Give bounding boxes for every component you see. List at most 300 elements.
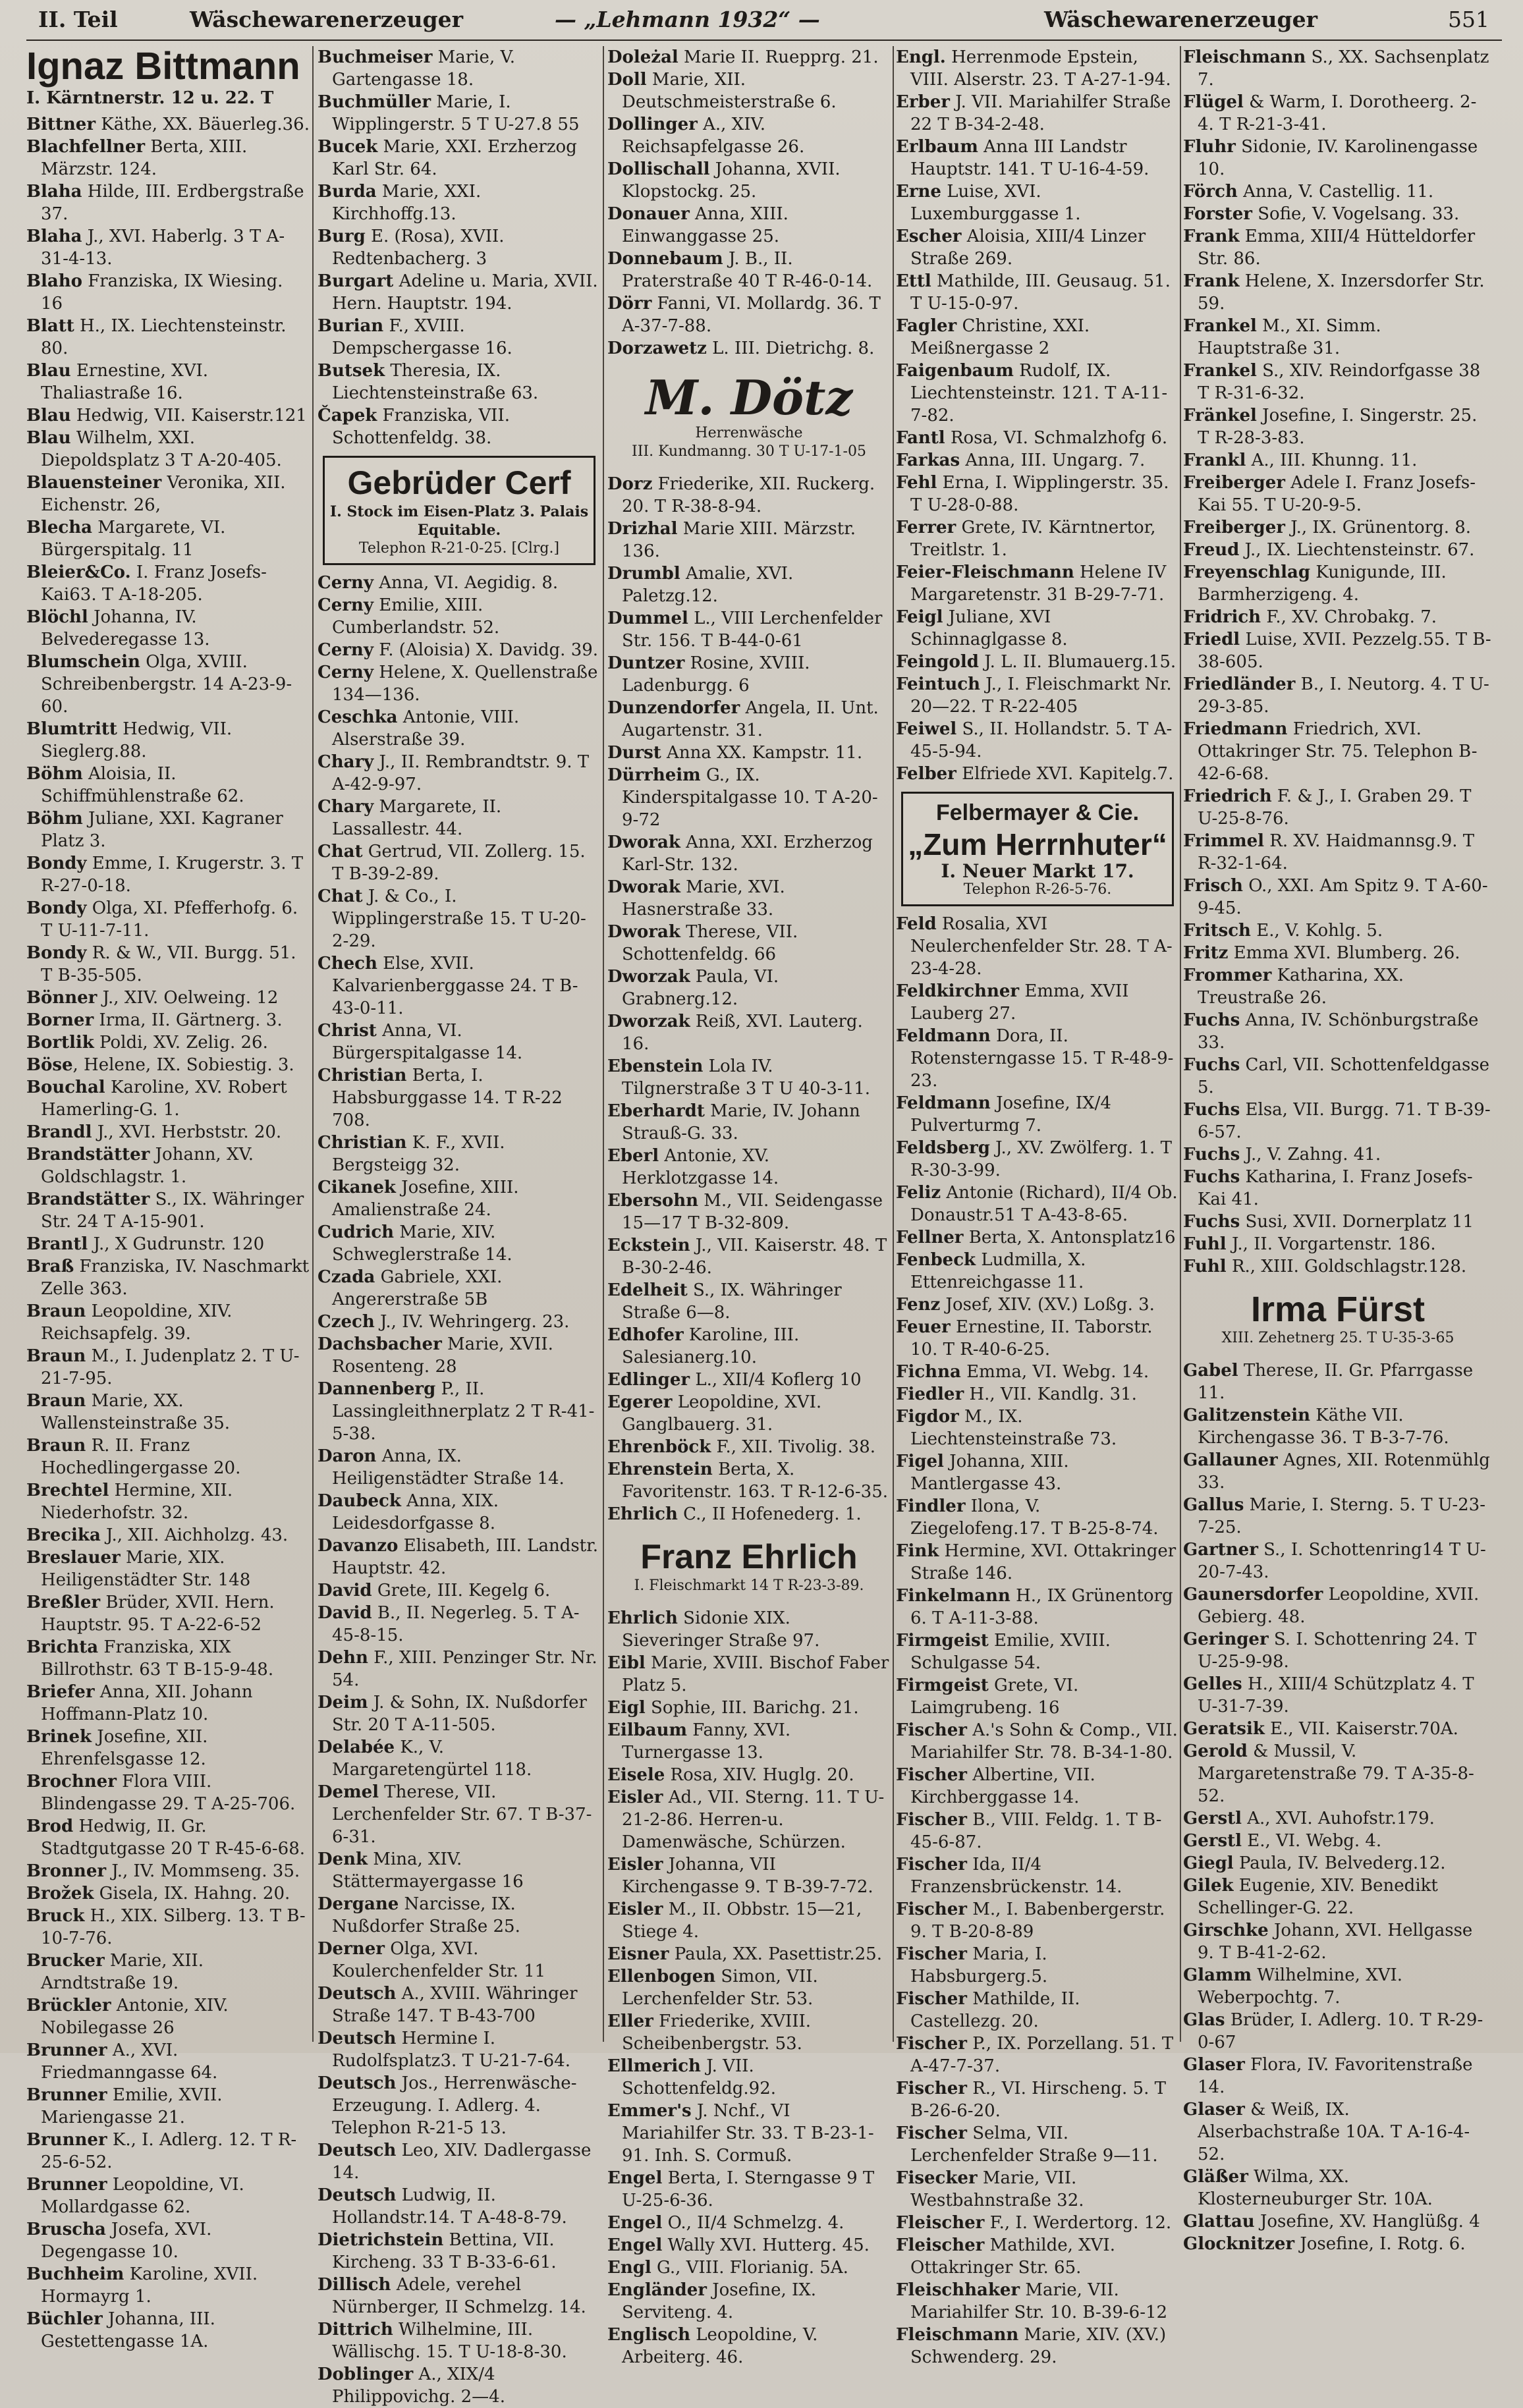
directory-entry: Fiedler H., VII. Kandlg. 31. xyxy=(896,1384,1137,1404)
entry-surname: Ellenbogen xyxy=(607,1967,716,1986)
entry-surname: Fischer xyxy=(896,1810,967,1830)
directory-entry: Frisch O., XXI. Am Spitz 9. T A-60-9-45. xyxy=(1183,876,1488,918)
directory-entry: Fellner Berta, X. Antonsplatz16 xyxy=(896,1228,1176,1247)
directory-entry: Engel Berta, I. Sterngasse 9 T U-25-6-36. xyxy=(607,2168,875,2210)
directory-entry: Blumschein Olga, XVIII. Schreibenbergstr. 14 A-23-9-60. xyxy=(26,652,292,717)
directory-entry: Dachsbacher Marie, XVII. Rosenteng. 28 xyxy=(318,1334,553,1377)
entry-surname: Ellmerich xyxy=(607,2056,701,2076)
entry-surname: Eisler xyxy=(607,1788,663,1807)
entry-surname: Fenbeck xyxy=(896,1250,976,1270)
directory-entry: Deutsch Jos., Herrenwäsche-Erzeugung. I. Adlerg. 4. Telephon R-21-5 13. xyxy=(318,2073,577,2138)
directory-entry: Brecika J., XII. Aichholzg. 43. xyxy=(26,1525,289,1545)
directory-entry: Engl G., VIII. Florianig. 5A. xyxy=(607,2258,848,2278)
entry-surname: Dummel xyxy=(607,609,688,628)
entry-surname: Czech xyxy=(318,1312,375,1332)
entry-surname: Denk xyxy=(318,1849,368,1869)
directory-entry: Frank Emma, XIII/4 Hütteldorfer Str. 86. xyxy=(1183,227,1476,269)
directory-entry: Feigl Juliane, XVI Schinnaglgasse 8. xyxy=(896,607,1068,649)
directory-entry: Ehrenböck F., XII. Tivolig. 38. xyxy=(607,1437,876,1457)
entry-surname: Derner xyxy=(318,1939,385,1959)
directory-entry: Giegl Paula, IV. Belvederg.12. xyxy=(1183,1853,1446,1873)
entry-surname: Bruscha xyxy=(26,2220,106,2239)
directory-entry: Drumbl Amalie, XVI. Paletzg.12. xyxy=(607,564,794,606)
directory-entry: Englisch Leopoldine, V. Arbeiterg. 46. xyxy=(607,2325,818,2367)
entry-surname: Brunner xyxy=(26,2130,107,2150)
entry-surname: Doleżal xyxy=(607,47,678,67)
directory-entry: Eckstein J., VII. Kaiserstr. 48. T B-30-2-46. xyxy=(607,1236,887,1278)
entry-surname: Engl. xyxy=(896,47,946,67)
directory-entry: Bleier&Co. I. Franz Josefs-Kai63. T A-18-205. xyxy=(26,562,267,605)
directory-entry: Eberhardt Marie, IV. Johann Strauß-G. 33. xyxy=(607,1101,860,1143)
entry-surname: Cerny xyxy=(318,595,374,615)
entry-surname: Feingold xyxy=(896,652,979,672)
entry-surname: Dittrich xyxy=(318,2320,393,2340)
entry-surname: Glaser xyxy=(1183,2055,1245,2075)
directory-entry: Bittner Käthe, XX. Bäuerleg.36. xyxy=(26,115,310,134)
entry-surname: Brecika xyxy=(26,1525,101,1545)
advert-doetz xyxy=(613,366,885,466)
directory-entry: Briefer Anna, XII. Johann Hoffmann-Platz 10. xyxy=(26,1682,253,1724)
entry-surname: Breslauer xyxy=(26,1548,121,1568)
entry-surname: Čapek xyxy=(318,406,377,425)
advert-phone: Telephon R-26-5-76. xyxy=(963,881,1112,898)
directory-entry: Dillisch Adele, verehel Nürnberger, II Schmelzg. 14. xyxy=(318,2275,586,2317)
directory-entry: Fischer R., VI. Hirscheng. 5. T B-26-6-20. xyxy=(896,2079,1166,2121)
entry-surname: Fuchs xyxy=(1183,1212,1240,1232)
directory-entry: Dworzak Reiß, XVI. Lauterg. 16. xyxy=(607,1012,863,1054)
entry-surname: Friedländer xyxy=(1183,674,1296,694)
directory-entry: David Grete, III. Kegelg 6. xyxy=(318,1581,551,1601)
directory-entry: Gallus Marie, I. Sterng. 5. T U-23-7-25. xyxy=(1183,1495,1485,1537)
directory-entry: Gläßer Wilma, XX. Klosterneuburger Str. 10A. xyxy=(1183,2167,1433,2209)
directory-entry: Feuer Ernestine, II. Taborstr. 10. T R-40-6-25. xyxy=(896,1317,1153,1359)
directory-entry: Derner Olga, XVI. Koulerchenfelder Str. 11 xyxy=(318,1939,546,1981)
entry-surname: Glattau xyxy=(1183,2212,1255,2231)
directory-entry: Burg E. (Rosa), XVII. Redtenbacherg. 3 xyxy=(318,227,505,269)
directory-entry: Dunzendorfer Angela, II. Unt. Augartenstr. 31. xyxy=(607,698,879,740)
directory-entry: Buchmüller Marie, I. Wipplingerstr. 5 T U-27.8 55 xyxy=(318,92,580,134)
directory-entry: Fischer Selma, VII. Lerchenfelder Straße 9—11. xyxy=(896,2123,1158,2166)
entry-surname: Eigl xyxy=(607,1698,646,1718)
directory-entry: Brunner Emilie, XVII. Mariengasse 21. xyxy=(26,2085,223,2127)
directory-entry: Gelles H., XIII/4 Schützplatz 4. T U-31-7-39. xyxy=(1183,1674,1474,1716)
directory-entry: Denk Mina, XIV. Stättermayergasse 16 xyxy=(318,1849,524,1892)
directory-entry: Dietrichstein Bettina, VII. Kircheng. 33 T B-33-6-61. xyxy=(318,2230,557,2272)
entry-surname: Fuhl xyxy=(1183,1257,1227,1276)
directory-entry: Eisler Ad., VII. Sterng. 11. T U-21-2-86. Herren-u. Damenwäsche, Schürzen. xyxy=(607,1788,885,1852)
entry-surname: Bönner xyxy=(26,988,97,1008)
entry-surname: Durst xyxy=(607,743,661,763)
entry-surname: Glaser xyxy=(1183,2100,1245,2120)
entry-surname: Chat xyxy=(318,887,363,906)
entry-surname: Fiedler xyxy=(896,1384,964,1404)
directory-entry: Ferrer Grete, IV. Kärntnertor, Treitlstr. 1. xyxy=(896,518,1156,560)
entry-surname: Brunner xyxy=(26,2040,107,2060)
entry-surname: Fluhr xyxy=(1183,137,1236,157)
category-right: Wäschewarenerzeuger xyxy=(1044,7,1317,32)
directory-entry: Escher Aloisia, XIII/4 Linzer Straße 269. xyxy=(896,227,1146,269)
entry-surname: Edelheit xyxy=(607,1280,688,1300)
entry-surname: Cerny xyxy=(318,573,374,593)
directory-entry: Cerny Emilie, XIII. Cumberlandstr. 52. xyxy=(318,595,500,638)
entry-surname: Ebersohn xyxy=(607,1191,699,1211)
directory-entry: Ebersohn M., VII. Seidengasse 15—17 T B-32-809. xyxy=(607,1191,883,1233)
entry-list xyxy=(1183,46,1493,1278)
entry-surname: Freiberger xyxy=(1183,518,1285,537)
column-4 xyxy=(896,46,1179,2367)
directory-entry: Friedländer B., I. Neutorg. 4. T U-29-3-85. xyxy=(1183,674,1489,717)
entry-surname: Brod xyxy=(26,1817,74,1836)
directory-entry: Blaha J., XVI. Haberlg. 3 T A-31-4-13. xyxy=(26,227,285,269)
directory-entry: Gabel Therese, II. Gr. Pfarrgasse 11. xyxy=(1183,1361,1474,1403)
directory-entry: Firmgeist Emilie, XVIII. Schulgasse 54. xyxy=(896,1631,1111,1673)
entry-surname: Feigl xyxy=(896,607,943,627)
entry-surname: Förch xyxy=(1183,182,1238,202)
directory-entry: Firmgeist Grete, VI. Laimgrubeng. 16 xyxy=(896,1676,1079,1718)
directory-entry: Fuchs Elsa, VII. Burgg. 71. T B-39-6-57. xyxy=(1183,1100,1491,1142)
directory-entry: Brantl J., X Gudrunstr. 120 xyxy=(26,1234,265,1254)
entry-surname: Feier-Fleischmann xyxy=(896,562,1074,582)
directory-entry: Dorz Friederike, XII. Ruckerg. 20. T R-38-8-94. xyxy=(607,474,875,516)
directory-entry: Flügel & Warm, I. Dorotheerg. 2-4. T R-21-3-41. xyxy=(1183,92,1477,134)
entry-surname: Bruck xyxy=(26,1906,85,1926)
directory-entry: Brunner A., XVI. Friedmanngasse 64. xyxy=(26,2040,218,2083)
entry-surname: Galitzenstein xyxy=(1183,1406,1310,1425)
entry-surname: Engel xyxy=(607,2213,663,2233)
entry-surname: Frommer xyxy=(1183,966,1272,985)
directory-entry: Glas Brüder, I. Adlerg. 10. T R-29-0-67 xyxy=(1183,2010,1483,2052)
entry-surname: Ehrlich xyxy=(607,1608,678,1628)
advert-shop-name: „Zum Herrnhuter“ xyxy=(908,827,1167,862)
entry-surname: Cerny xyxy=(318,640,374,660)
entry-surname: Feldkirchner xyxy=(896,981,1020,1001)
entry-surname: Burian xyxy=(318,316,384,336)
directory-entry: Eller Friederike, XVIII. Scheibenbergstr. 53. xyxy=(607,2011,812,2054)
entry-surname: Escher xyxy=(896,227,962,246)
entry-surname: Eller xyxy=(607,2011,653,2031)
directory-entry: Buchmeiser Marie, V. Gartengasse 18. xyxy=(318,47,515,90)
entry-surname: Dürrheim xyxy=(607,765,701,785)
directory-entry: Büchler Johanna, III. Gestettengasse 1A. xyxy=(26,2309,215,2351)
entry-surname: Brandstätter xyxy=(26,1145,150,1164)
entry-surname: Gilek xyxy=(1183,1876,1234,1896)
entry-surname: Fischer xyxy=(896,1944,967,1964)
directory-entry: Freud J., IX. Liechtensteinstr. 67. xyxy=(1183,540,1475,560)
entry-surname: Blau xyxy=(26,406,71,425)
directory-entry: Engl. Herrenmode Epstein, VIII. Alserstr. 23. T A-27-1-94. xyxy=(896,47,1171,90)
entry-surname: Donnebaum xyxy=(607,249,723,269)
running-header xyxy=(0,0,1523,41)
directory-entry: Feldkirchner Emma, XVII Lauberg 27. xyxy=(896,981,1129,1024)
advert-name: M. Dötz xyxy=(645,369,853,425)
entry-surname: Burg xyxy=(318,227,366,246)
entry-surname: Eberhardt xyxy=(607,1101,705,1121)
directory-entry: Emmer's J. Nchf., VI Mariahilfer Str. 33. T B-23-1-91. Inh. S. Cormuß. xyxy=(607,2101,874,2166)
advert-address: I. Fleischmarkt 14 T R-23-3-89. xyxy=(634,1577,864,1594)
directory-entry: Fleischer Mathilde, XVI. Ottakringer Str. 65. xyxy=(896,2235,1115,2278)
directory-entry: Brucker Marie, XII. Arndtstraße 19. xyxy=(26,1951,204,1993)
entry-surname: Blöchl xyxy=(26,607,88,627)
entry-surname: Bittner xyxy=(26,115,96,134)
directory-entry: Eisler M., II. Obbstr. 15—21, Stiege 4. xyxy=(607,1900,862,1942)
directory-entry: Brandstätter S., IX. Währinger Str. 24 T A-15-901. xyxy=(26,1190,304,1232)
directory-entry: Chat Gertrud, VII. Zollerg. 15. T B-39-2-89. xyxy=(318,842,586,884)
directory-entry: Braun Marie, XX. Wallensteinstraße 35. xyxy=(26,1391,231,1433)
entry-surname: Blumtritt xyxy=(26,719,117,739)
entry-surname: Donauer xyxy=(607,204,690,224)
directory-entry: Eigl Sophie, III. Barichg. 21. xyxy=(607,1698,859,1718)
directory-entry: Braun Leopoldine, XIV. Reichsapfelg. 39. xyxy=(26,1301,233,1344)
directory-entry: Gerstl E., VI. Webg. 4. xyxy=(1183,1831,1382,1851)
directory-entry: Donnebaum J. B., II. Praterstraße 40 T R-46-0-14. xyxy=(607,249,873,291)
entry-surname: Brunner xyxy=(26,2085,107,2105)
entry-surname: Burda xyxy=(318,182,377,202)
entry-surname: Frankl xyxy=(1183,451,1246,470)
directory-entry: Brichta Franziska, XIX Billrothstr. 63 T B-15-9-48. xyxy=(26,1637,274,1680)
entry-surname: Doblinger xyxy=(318,2365,414,2384)
directory-entry: Fischer Mathilde, II. Castellezg. 20. xyxy=(896,1989,1080,2031)
entry-surname: Gartner xyxy=(1183,1540,1258,1560)
directory-entry: Bucek Marie, XXI. Erzherzog Karl Str. 64. xyxy=(318,137,577,179)
directory-entry: Fränkel Josefine, I. Singerstr. 25. T R-28-3-83. xyxy=(1183,406,1478,448)
entry-surname: Dorzawetz xyxy=(607,339,707,358)
directory-entry: Frank Helene, X. Inzersdorfer Str. 59. xyxy=(1183,271,1485,314)
directory-entry: Figel Johanna, XIII. Mantlergasse 43. xyxy=(896,1452,1069,1494)
directory-entry: Dannenberg P., II. Lassingleithnerplatz 2 T R-41-5-38. xyxy=(318,1379,595,1444)
directory-entry: Forster Sofie, V. Vogelsang. 33. xyxy=(1183,204,1460,224)
entry-surname: Fischer xyxy=(896,1855,967,1874)
directory-entry: Daron Anna, IX. Heiligenstädter Straße 14. xyxy=(318,1446,565,1489)
entry-surname: Brožek xyxy=(26,1884,94,1903)
advert-felbermayer xyxy=(901,792,1174,906)
directory-entry: Frimmel R. XV. Haidmannsg.9. T R-32-1-64. xyxy=(1183,831,1475,873)
directory-entry: Deutsch Hermine I. Rudolfsplatz3. T U-21-7-64. xyxy=(318,2029,570,2071)
directory-entry: Cerny Anna, VI. Aegidig. 8. xyxy=(318,573,559,593)
entry-surname: Ebenstein xyxy=(607,1056,704,1076)
entry-surname: Fischer xyxy=(896,1989,967,2009)
entry-list xyxy=(607,46,891,360)
directory-entry: Cerny F. (Aloisia) X. Davidg. 39. xyxy=(318,640,599,660)
directory-entry: Burgart Adeline u. Maria, XVII. Hern. Hauptstr. 194. xyxy=(318,271,598,314)
entry-surname: Doll xyxy=(607,70,647,90)
entry-surname: Brechtel xyxy=(26,1481,109,1500)
entry-surname: Fuchs xyxy=(1183,1167,1240,1187)
directory-entry: Gartner S., I. Schottenring14 T U-20-7-43. xyxy=(1183,1540,1486,1582)
entry-surname: Demel xyxy=(318,1782,379,1802)
column-divider xyxy=(312,46,314,2042)
directory-entry: Dollinger A., XIV. Reichsapfelgasse 26. xyxy=(607,115,805,157)
entry-surname: Brinek xyxy=(26,1727,92,1747)
directory-entry: Burian F., XVIII. Dempschergasse 16. xyxy=(318,316,512,358)
directory-entry: Blau Ernestine, XVI. Thaliastraße 16. xyxy=(26,361,209,403)
entry-surname: Blau xyxy=(26,361,71,381)
advert-address: I. Kärntnerstr. 12 u. 22. T xyxy=(26,88,274,108)
directory-entry: Egerer Leopoldine, XVI. Ganglbauerg. 31. xyxy=(607,1392,822,1435)
column-divider xyxy=(603,46,604,2042)
advert-name: Irma Fürst xyxy=(1250,1290,1426,1329)
directory-entry: Feliz Antonie (Richard), II/4 Ob. Donaustr.51 T A-43-8-65. xyxy=(896,1183,1178,1225)
entry-surname: Dollischall xyxy=(607,159,710,179)
entry-surname: Erber xyxy=(896,92,950,112)
entry-surname: Felber xyxy=(896,764,956,784)
advert-bittmann xyxy=(26,46,310,109)
entry-surname: Fischer xyxy=(896,2079,967,2098)
directory-entry: Duntzer Rosine, XVIII. Ladenburgg. 6 xyxy=(607,653,810,696)
entry-surname: Brochner xyxy=(26,1772,117,1792)
directory-entry: Fischer M., I. Babenbergerstr. 9. T B-20-8-89 xyxy=(896,1900,1165,1942)
entry-surname: Gerold xyxy=(1183,1741,1248,1761)
entry-surname: Geratsik xyxy=(1183,1719,1265,1739)
entry-surname: Friedmann xyxy=(1183,719,1288,739)
directory-entry: Doleżal Marie II. Ruepprg. 21. xyxy=(607,47,879,67)
advert-phone: Telephon R-21-0-25. [Clrg.] xyxy=(358,540,560,557)
directory-entry: Fischer A.'s Sohn & Comp., VII. Mariahilfer Str. 78. B-34-1-80. xyxy=(896,1720,1178,1763)
directory-entry: Fluhr Sidonie, IV. Karolinengasse 10. xyxy=(1183,137,1478,179)
entry-surname: Engländer xyxy=(607,2280,707,2300)
entry-surname: Davanzo xyxy=(318,1536,399,1556)
directory-entry: Friedmann Friedrich, XVI. Ottakringer Str. 75. Telephon B-42-6-68. xyxy=(1183,719,1478,784)
entry-surname: Ehrenböck xyxy=(607,1437,711,1457)
entry-surname: Edhofer xyxy=(607,1325,684,1345)
directory-entry: Čapek Franziska, VII. Schottenfeldg. 38. xyxy=(318,406,510,448)
entry-list xyxy=(26,113,310,2353)
entry-surname: Böse xyxy=(26,1055,73,1075)
directory-entry: Dummel L., VIII Lerchenfelder Str. 156. T B-44-0-61 xyxy=(607,609,883,651)
entry-surname: Cudrich xyxy=(318,1222,395,1242)
directory-entry: Glamm Wilhelmine, XVI. Weberpochtg. 7. xyxy=(1183,1965,1403,2008)
entry-list xyxy=(1183,1359,1493,2255)
directory-entry: Geringer S. I. Schottenring 24. T U-25-9-98. xyxy=(1183,1629,1477,1672)
directory-entry: Eisner Paula, XX. Pasettistr.25. xyxy=(607,1944,882,1964)
directory-entry: Braß Franziska, IV. Naschmarkt Zelle 363. xyxy=(26,1257,310,1299)
entry-surname: Braun xyxy=(26,1391,86,1411)
entry-surname: Engl xyxy=(607,2258,651,2278)
directory-entry: Friedrich F. & J., I. Graben 29. T U-25-8-76. xyxy=(1183,786,1472,829)
directory-entry: Dürrheim G., IX. Kinderspitalgasse 10. T A-20-9-72 xyxy=(607,765,878,830)
entry-surname: Ettl xyxy=(896,271,931,291)
entry-surname: Geringer xyxy=(1183,1629,1269,1649)
directory-entry: Gaunersdorfer Leopoldine, XVII. Gebierg. 48. xyxy=(1183,1585,1480,1627)
entry-list xyxy=(318,46,601,449)
directory-entry: Fritsch E., V. Kohlg. 5. xyxy=(1183,921,1383,941)
directory-entry: Fuhl J., II. Vorgartenstr. 186. xyxy=(1183,1234,1436,1254)
directory-entry: Fleischer F., I. Werdertorg. 12. xyxy=(896,2213,1172,2233)
entry-surname: Fleischhaker xyxy=(896,2280,1020,2300)
entry-surname: Gaunersdorfer xyxy=(1183,1585,1323,1604)
directory-entry: Böhm Juliane, XXI. Kagraner Platz 3. xyxy=(26,809,283,851)
directory-entry: Feldmann Josefine, IX/4 Pulverturmg 7. xyxy=(896,1093,1111,1136)
entry-surname: Brandstätter xyxy=(26,1190,150,1209)
entry-surname: Glocknitzer xyxy=(1183,2234,1295,2254)
entry-surname: Emmer's xyxy=(607,2101,692,2121)
entry-surname: Fichna xyxy=(896,1362,961,1382)
directory-entry: Engel Wally XVI. Hutterg. 45. xyxy=(607,2235,870,2255)
directory-entry: Ceschka Antonie, VIII. Alserstraße 39. xyxy=(318,707,520,750)
entry-surname: Blecha xyxy=(26,518,92,537)
entry-surname: Deim xyxy=(318,1693,368,1712)
entry-surname: Giegl xyxy=(1183,1853,1234,1873)
directory-entry: Deutsch Leo, XIV. Dadlergasse 14. xyxy=(318,2141,592,2183)
entry-surname: Christ xyxy=(318,1021,377,1041)
directory-entry: Girschke Johann, XVI. Hellgasse 9. T B-41-2-62. xyxy=(1183,1921,1473,1963)
directory-entry: Brunner K., I. Adlerg. 12. T R-25-6-52. xyxy=(26,2130,297,2172)
directory-entry: Chary J., II. Rembrandtstr. 9. T A-42-9-97. xyxy=(318,752,590,794)
directory-entry: Figdor M., IX. Liechtensteinstraße 73. xyxy=(896,1407,1117,1449)
entry-surname: Dunzendorfer xyxy=(607,698,740,718)
entry-surname: Fuchs xyxy=(1183,1010,1240,1030)
entry-surname: Braun xyxy=(26,1346,86,1366)
directory-entry: Dörr Fanni, VI. Mollardg. 36. T A-37-7-88. xyxy=(607,294,881,336)
directory-entry: Ellenbogen Simon, VII. Lerchenfelder Str. 53. xyxy=(607,1967,818,2009)
directory-entry: Brinek Josefine, XII. Ehrenfelsgasse 12. xyxy=(26,1727,208,1769)
entry-surname: Friedl xyxy=(1183,630,1240,649)
entry-surname: Egerer xyxy=(607,1392,673,1412)
directory-entry: Brunner Leopoldine, VI. Mollardgasse 62. xyxy=(26,2175,244,2217)
column-divider xyxy=(893,46,894,2042)
entry-surname: Fink xyxy=(896,1541,939,1561)
entry-surname: Dorz xyxy=(607,474,653,494)
entry-surname: Fischer xyxy=(896,1900,967,1919)
directory-entry: Glattau Josefine, XV. Hanglüßg. 4 xyxy=(1183,2212,1480,2231)
entry-surname: Dergane xyxy=(318,1894,399,1914)
entry-surname: Blachfellner xyxy=(26,137,146,157)
column-1 xyxy=(26,45,310,2351)
entry-surname: Blaha xyxy=(26,227,82,246)
advert-address: XIII. Zehetnerg 25. T U-35-3-65 xyxy=(1221,1330,1454,1346)
entry-surname: Fleischmann xyxy=(1183,47,1306,67)
entry-surname: Englisch xyxy=(607,2325,691,2345)
directory-entry: Blumtritt Hedwig, VII. Sieglerg.88. xyxy=(26,719,233,761)
entry-surname: Ehrlich xyxy=(607,1504,678,1524)
entry-surname: Dachsbacher xyxy=(318,1334,442,1354)
entry-surname: Freyenschlag xyxy=(1183,562,1311,582)
entry-surname: Flügel xyxy=(1183,92,1244,112)
entry-surname: Edlinger xyxy=(607,1370,690,1390)
entry-surname: Cikanek xyxy=(318,1178,396,1197)
directory-entry: Fuhl R., XIII. Goldschlagstr.128. xyxy=(1183,1257,1467,1276)
entry-surname: Feuer xyxy=(896,1317,951,1337)
entry-surname: Dörr xyxy=(607,294,652,314)
directory-entry: Butsek Theresia, IX. Liechtensteinstraße 63. xyxy=(318,361,539,403)
advert-name: Ignaz Bittmann xyxy=(26,45,300,88)
directory-entry: Erber J. VII. Mariahilfer Straße 22 T B-34-2-48. xyxy=(896,92,1171,134)
entry-surname: Bondy xyxy=(26,854,87,873)
entry-surname: Fischer xyxy=(896,2034,967,2054)
directory-entry: Frankel M., XI. Simm. Hauptstraße 31. xyxy=(1183,316,1381,358)
entry-surname: Brantl xyxy=(26,1234,88,1254)
entry-surname: Fischer xyxy=(896,1765,967,1785)
directory-entry: Dworak Anna, XXI. Erzherzog Karl-Str. 132. xyxy=(607,833,873,875)
entry-surname: Bronner xyxy=(26,1861,107,1881)
directory-entry: Christian Berta, I. Habsburggasse 14. T R-22 708. xyxy=(318,1066,563,1130)
directory-entry: Blecha Margarete, VI. Bürgerspitalg. 11 xyxy=(26,518,226,560)
entry-surname: Dworak xyxy=(607,922,680,942)
advert-address: III. Kundmanng. 30 T U-17-1-05 xyxy=(632,443,866,460)
directory-entry: Drizhal Marie XIII. Märzstr. 136. xyxy=(607,519,856,561)
directory-entry: Bondy Olga, XI. Pfefferhofg. 6. T U-11-7-11. xyxy=(26,898,298,941)
entry-surname: David xyxy=(318,1581,372,1601)
entry-surname: Ferrer xyxy=(896,518,956,537)
entry-surname: Glas xyxy=(1183,2010,1225,2030)
directory-entry: Feldmann Dora, II. Rotensterngasse 15. T R-48-9-23. xyxy=(896,1026,1174,1091)
entry-surname: Drizhal xyxy=(607,519,678,539)
entry-surname: Blatt xyxy=(26,316,74,336)
directory-entry: Dollischall Johanna, XVII. Klopstockg. 25. xyxy=(607,159,841,202)
entry-surname: Engel xyxy=(607,2168,663,2188)
entry-surname: Bouchal xyxy=(26,1078,105,1097)
directory-entry: Brückler Antonie, XIV. Nobilegasse 26 xyxy=(26,1996,229,2038)
entry-surname: Deutsch xyxy=(318,2073,397,2093)
